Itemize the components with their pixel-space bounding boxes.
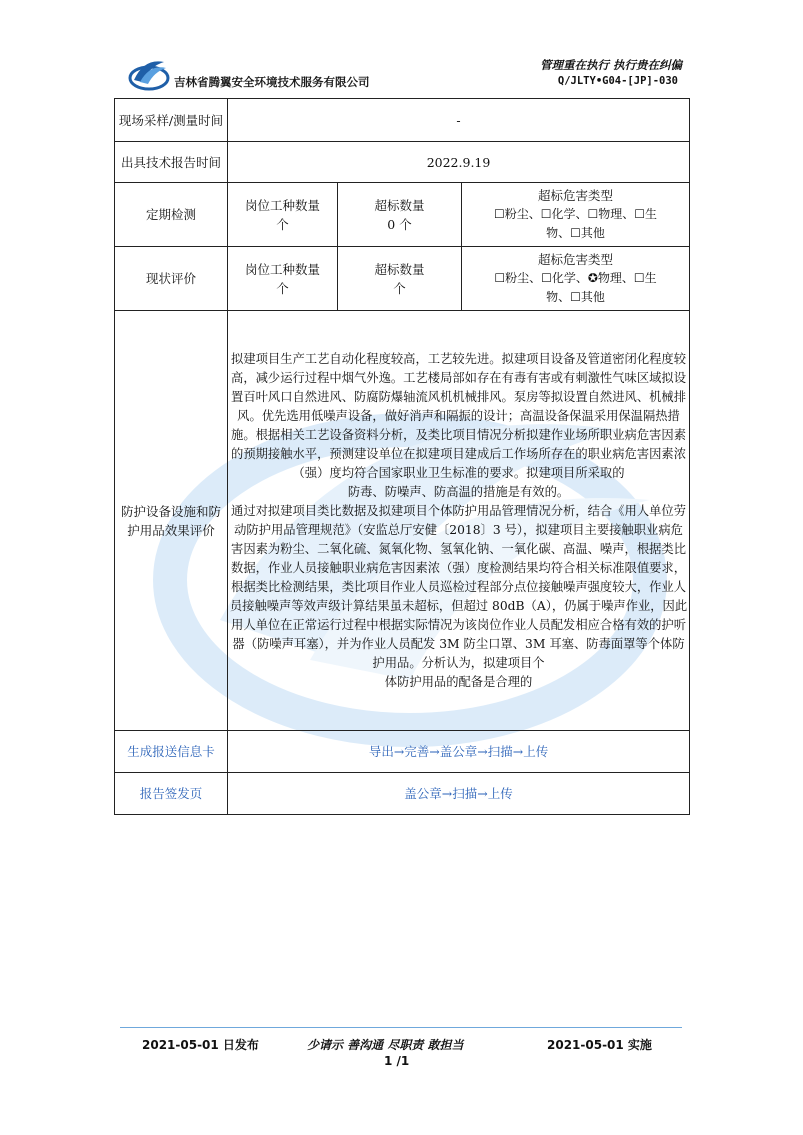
publish-date: 2021-05-01 日发布 xyxy=(142,1038,259,1052)
report-table xyxy=(114,98,690,815)
implement-date: 2021-05-01 实施 xyxy=(547,1038,652,1052)
evaluation-paragraph-1: 拟建项目生产工艺自动化程度较高，工艺较先进。拟建项目设备及管道密闭化程度较高，减少运行过程中烟气外逸。工艺楼局部如存在有毒有害或有刺激性气味区域拟设置百叶风口自然进风、防腐防爆轴流风机机械排风。泵房等拟设置自然进风、机械排风。优先选用低噪声设备，做好消声和隔振的设计；高温设备保温采用保温隔热措施。根据相关工艺设备资料分析，及类比项目情况分析拟建作业场所职业病危害因素的预期接触水平，预测建设单位在拟建项目建成后工作场所存在的职业病危害因素浓（强）度均符合国家职业卫生标准的要求。拟建项目所采取的 xyxy=(231,351,687,480)
status-exceed-count xyxy=(338,247,462,311)
exceed-count-value: 个 xyxy=(393,280,406,296)
hazard-checkboxes[interactable]: ☐粉尘、☐化学、☐物理、☐生 xyxy=(493,207,658,221)
info-card-label[interactable]: 生成报送信息卡 xyxy=(115,731,228,773)
company-name: 吉林省腾翼安全环境技术服务有限公司 xyxy=(174,75,370,89)
status-post-count xyxy=(228,247,338,311)
footer-divider xyxy=(120,1027,682,1028)
hazard-checkboxes[interactable]: ☐粉尘、☐化学、✪物理、☐生 xyxy=(494,271,657,285)
company-logo-icon xyxy=(128,56,170,92)
sampling-time-value: - xyxy=(228,99,690,142)
hazard-title: 超标危害类型 xyxy=(538,252,614,267)
table-row xyxy=(115,247,690,311)
report-time-value: 2022.9.19 xyxy=(228,142,690,183)
hazard-title: 超标危害类型 xyxy=(538,188,614,203)
header-slogan: 管理重在执行 执行贵在纠偏 xyxy=(539,58,682,72)
table-row xyxy=(115,773,690,815)
footer-motto: 少请示 善沟通 尽职责 敢担当 xyxy=(307,1038,464,1052)
hazard-checkboxes-cont[interactable]: 物、☐其他 xyxy=(546,226,605,240)
post-count-label: 岗位工种数量 xyxy=(244,197,320,213)
sampling-time-label: 现场采样/测量时间 xyxy=(115,99,228,142)
exceed-count-label: 超标数量 xyxy=(374,197,425,213)
sign-page-steps[interactable]: 盖公章→扫描→上传 xyxy=(228,773,690,815)
periodic-hazard-types xyxy=(462,183,690,247)
exceed-count-label: 超标数量 xyxy=(374,261,425,277)
protection-evaluation-text xyxy=(228,311,690,731)
table-row xyxy=(115,311,690,731)
report-time-label: 出具技术报告时间 xyxy=(115,142,228,183)
table-row xyxy=(115,183,690,247)
periodic-post-count xyxy=(228,183,338,247)
sign-page-label[interactable]: 报告签发页 xyxy=(115,773,228,815)
post-count-value: 个 xyxy=(276,280,289,296)
evaluation-paragraph-2-end: 体防护用品的配备是合理的 xyxy=(384,674,533,689)
evaluation-paragraph-2: 通过对拟建项目类比数据及拟建项目个体防护用品管理情况分析，结合《用人单位劳动防护用品管理规范》（安监总厅安健〔2018〕3 号），拟建项目主要接触职业病危害因素为粉尘、二氧化硫、氮氧化物、氢氧化钠、一氧化碳、高温、噪声，根据类比数据，作业人员接触职业病危害因素浓（强）度检测结果均符合相关标准限值要求，根据类比检测结果，类比项目作业人员巡检过程部分点位接触噪声强度较大，作业人员接触噪声等效声级计算结果虽未超标，但超过 80dB（A），仍属于噪声作业，因此用人单位在正常运行过程中根据实际情况为该岗位作业人员配发相应合格有效的护听器（防噪声耳塞），并为作业人员配发 3M 防尘口罩、3M 耳塞、防毒面罩等个体防护用品。分析认为，拟建项目个 xyxy=(229,503,688,670)
table-row xyxy=(115,99,690,142)
status-hazard-types xyxy=(462,247,690,311)
post-count-value: 个 xyxy=(276,216,289,232)
info-card-steps[interactable]: 导出→完善→盖公章→扫描→上传 xyxy=(228,731,690,773)
post-count-label: 岗位工种数量 xyxy=(244,261,320,277)
protection-evaluation-label: 防护设备设施和防护用品效果评价 xyxy=(115,311,228,731)
document-code: Q/JLTY•G04-[JP]-030 xyxy=(557,75,678,87)
table-row xyxy=(115,731,690,773)
periodic-detection-label: 定期检测 xyxy=(115,183,228,247)
page-number: 1 /1 xyxy=(384,1054,410,1068)
hazard-checkboxes-cont[interactable]: 物、☐其他 xyxy=(546,290,605,304)
status-evaluation-label: 现状评价 xyxy=(115,247,228,311)
exceed-count-value: 0 个 xyxy=(387,216,412,232)
evaluation-paragraph-1-end: 防毒、防噪声、防高温的措施是有效的。 xyxy=(347,484,570,499)
periodic-exceed-count xyxy=(338,183,462,247)
table-row xyxy=(115,142,690,183)
